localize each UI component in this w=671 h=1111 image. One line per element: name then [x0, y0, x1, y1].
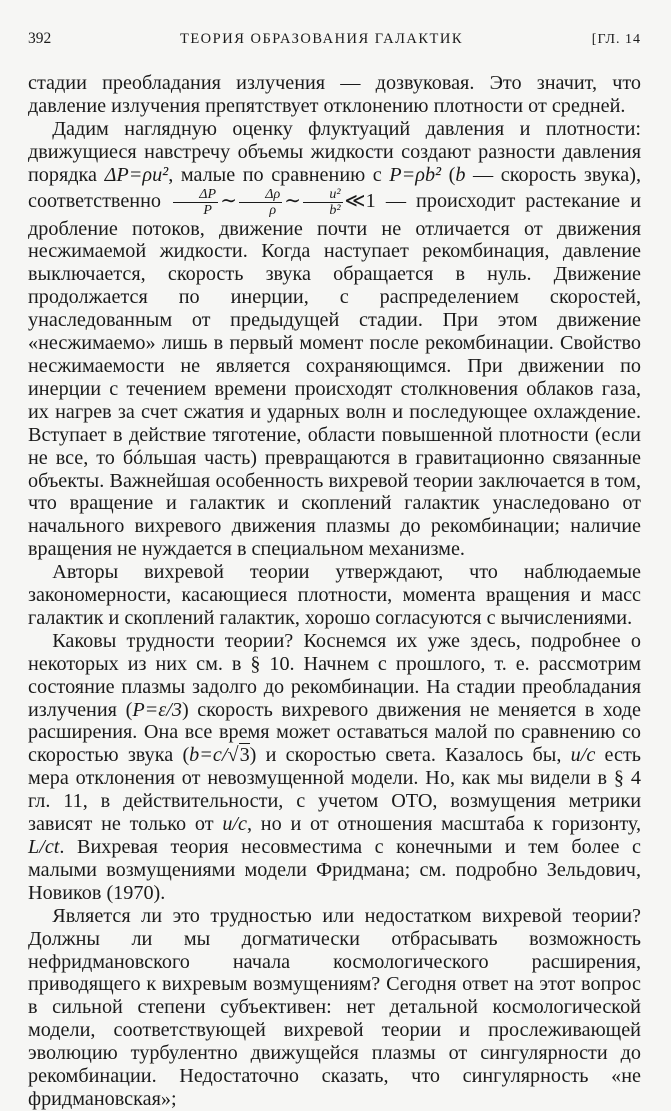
equation-sound-speed: b=c/ — [189, 744, 228, 767]
paragraph-1: Дадим наглядную оценку флуктуаций давления и плотности: движущиеся навстречу объемы жидкости создают разности давления порядка ΔP=ρu², малые по сравнению с P=ρb² (b — скорость звука), соответственно $\frac{\Delta P}{P}$ ∼ $\frac{\Delta\rho}{\rho}$ ∼ $\frac{\text{u²}}{\text{b²}}$ ≪1 — происходит растекание и дробление потоков, движение почти не отличается от движения несжимаемой жидкости. Когда наступает рекомбинация, давление выключается, скорость звука обращается в нуль. Движение продолжается по инерции, с распределением скоростей, унаследованным от предыдущей стадии. При этом движение «несжимаемо» лишь в первый момент после рекомбинации. Свойство несжимаемости не является сохраняющимся. При движении по инерции с течением времени происходят столкновения облаков газа, их нагрев за счет сжатия и ударных волн и последующее охлаждение. Вступает в действие тяготение, области повышенной плотности (если не все, то бóльшая часть) превращаются в гравитационно связанные объекты. Важнейшая особенность вихревой теории заключается в том, что вращение и галактик и скоплений галактик унаследовано от начального вихревого движения плазмы до рекомбинации; наличие вращения не нуждается в специальном механизме. — [28, 117, 641, 561]
equation-pressure: P=ρb² — [389, 163, 442, 186]
page-body — [28, 72, 641, 1111]
much-less-than-one: ≪1 — [344, 189, 376, 212]
paragraph-3: Каковы трудности теории? Коснемся их уже здесь, подробнее о некоторых из них см. в § 10. Начнем с прошлого, т. е. рассмотрим состояние плазмы задолго до рекомбинации. На стадии преобладания излучения (P=ε/3) скорость вихревого движения не меняется в ходе расширения. Она все время может оставаться малой по сравнению со скоростью звука (b=c/√3) и скоростью света. Казалось бы, u/c есть мера отклонения от невозмущенной модели. Но, как мы видели в § 4 гл. 11, в действительности, с учетом ОТО, возмущения метрики зависят не только от u/c, но и от отношения масштаба к горизонту, L/ct. Вихревая теория несовместима с конечными и тем более с малыми возмущениями модели Фридмана; см. подробно Зельдович, Новиков (1970). — [28, 629, 641, 904]
fraction-pressure: $\frac{\Delta P}{P}$ — [173, 187, 218, 218]
sqrt-argument: 3 — [239, 744, 250, 767]
paragraph-2: Авторы вихревой теории утверждают, что наблюдаемые закономерности, касающиеся плотности, момента вращения и масс галактик и скоплений галактик, хорошо согласуются с вычислениями. — [28, 561, 641, 629]
paragraph-0: стадии преобладания излучения — дозвуковая. Это значит, что давление излучения препятствует отклонению плотности от средней. — [28, 72, 641, 117]
sim-symbol: ∼ — [220, 189, 237, 212]
paragraph-4: Является ли это трудностью или недостатком вихревой теории? Должны ли мы догматически отбрасывать возможность нефридмановского начала космологического расширения, приводящего к вихревым возмущениям? Сегодня ответ на этот вопрос в сильной степени субъективен: нет детальной космологической модели, соответствующей вихревой теории и прослеживающей эволюцию турбулентно движущейся плазмы от сингулярности до рекомбинации. Недостаточно сказать, что сингулярность «не фридмановская»; — [28, 904, 641, 1110]
equation-pressure-difference: ΔP=ρu² — [104, 163, 169, 186]
page-header — [28, 30, 641, 52]
sqrt-symbol: √ — [227, 744, 239, 767]
chapter-marker: [ГЛ. 14 — [591, 32, 641, 47]
page-number: 392 — [28, 30, 52, 47]
fraction-density: $\frac{\Delta\rho}{\rho}$ — [239, 187, 282, 218]
sim-symbol: ∼ — [284, 189, 302, 212]
fraction-velocity: $\frac{\text{u²}}{\text{b²}}$ — [303, 187, 342, 218]
running-title: ТЕОРИЯ ОБРАЗОВАНИЯ ГАЛАКТИК — [179, 31, 464, 47]
equation-state: P=ε/3 — [132, 698, 182, 721]
equation-scale-ratio: L/ct — [28, 836, 60, 858]
